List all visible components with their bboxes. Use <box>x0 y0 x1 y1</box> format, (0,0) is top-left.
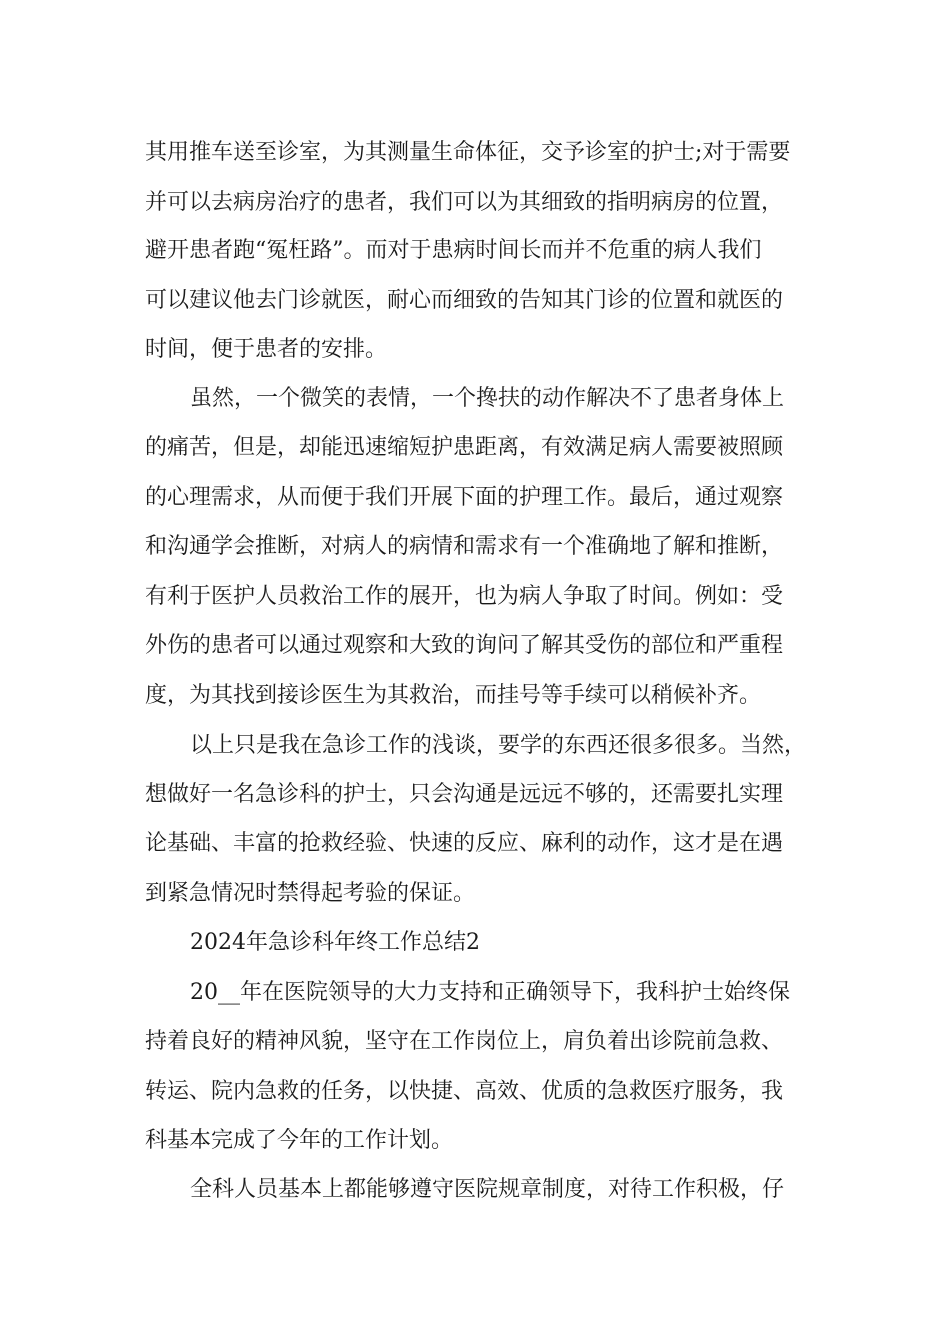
text-line: 的心理需求，从而便于我们开展下面的护理工作。最后，通过观察 <box>145 485 784 510</box>
text-line: 有利于医护人员救治工作的展开，也为病人争取了时间。例如：受 <box>145 584 784 609</box>
text-line: 持着良好的精神风貌，坚守在工作岗位上，肩负着出诊院前急救、 <box>145 1029 784 1054</box>
section-heading: 2024年急诊科年终工作总结2 <box>190 930 480 955</box>
paragraph-start-line: 全科人员基本上都能够遵守医院规章制度，对待工作积极，仔 <box>190 1177 785 1202</box>
text-line: 其用推车送至诊室，为其测量生命体征，交予诊室的护士;对于需要 <box>145 140 791 165</box>
text-line: 想做好一名急诊科的护士，只会沟通是远远不够的，还需要扎实理 <box>145 782 784 807</box>
text-line: 转运、院内急救的任务，以快捷、高效、优质的急救医疗服务，我 <box>145 1079 784 1104</box>
text-line: 可以建议他去门诊就医，耐心而细致的告知其门诊的位置和就医的 <box>145 288 784 313</box>
text-line: 的痛苦，但是，却能迅速缩短护患距离，有效满足病人需要被照顾 <box>145 435 784 460</box>
paragraph-start-line: 20__年在医院领导的大力支持和正确领导下，我科护士始终保 <box>190 980 790 1005</box>
text-line: 到紧急情况时禁得起考验的保证。 <box>145 881 476 906</box>
text-line: 度，为其找到接诊医生为其救治，而挂号等手续可以稍候补齐。 <box>145 683 762 708</box>
text-line: 并可以去病房治疗的患者，我们可以为其细致的指明病房的位置， <box>145 190 784 215</box>
text-line: 科基本完成了今年的工作计划。 <box>145 1128 454 1153</box>
text-line: 避开患者跑“冤枉路”。而对于患病时间长而并不危重的病人我们 <box>145 238 762 263</box>
paragraph-start-line: 虽然，一个微笑的表情，一个搀扶的动作解决不了患者身体上 <box>190 386 785 411</box>
text-line: 时间，便于患者的安排。 <box>145 337 388 362</box>
text-line: 和沟通学会推断，对病人的病情和需求有一个准确地了解和推断， <box>145 534 784 559</box>
text-line: 论基础、丰富的抢救经验、快速的反应、麻利的动作，这才是在遇 <box>145 831 784 856</box>
text-line: 外伤的患者可以通过观察和大致的询问了解其受伤的部位和严重程 <box>145 633 784 658</box>
paragraph-start-line: 以上只是我在急诊工作的浅谈，要学的东西还很多很多。当然， <box>190 733 807 758</box>
